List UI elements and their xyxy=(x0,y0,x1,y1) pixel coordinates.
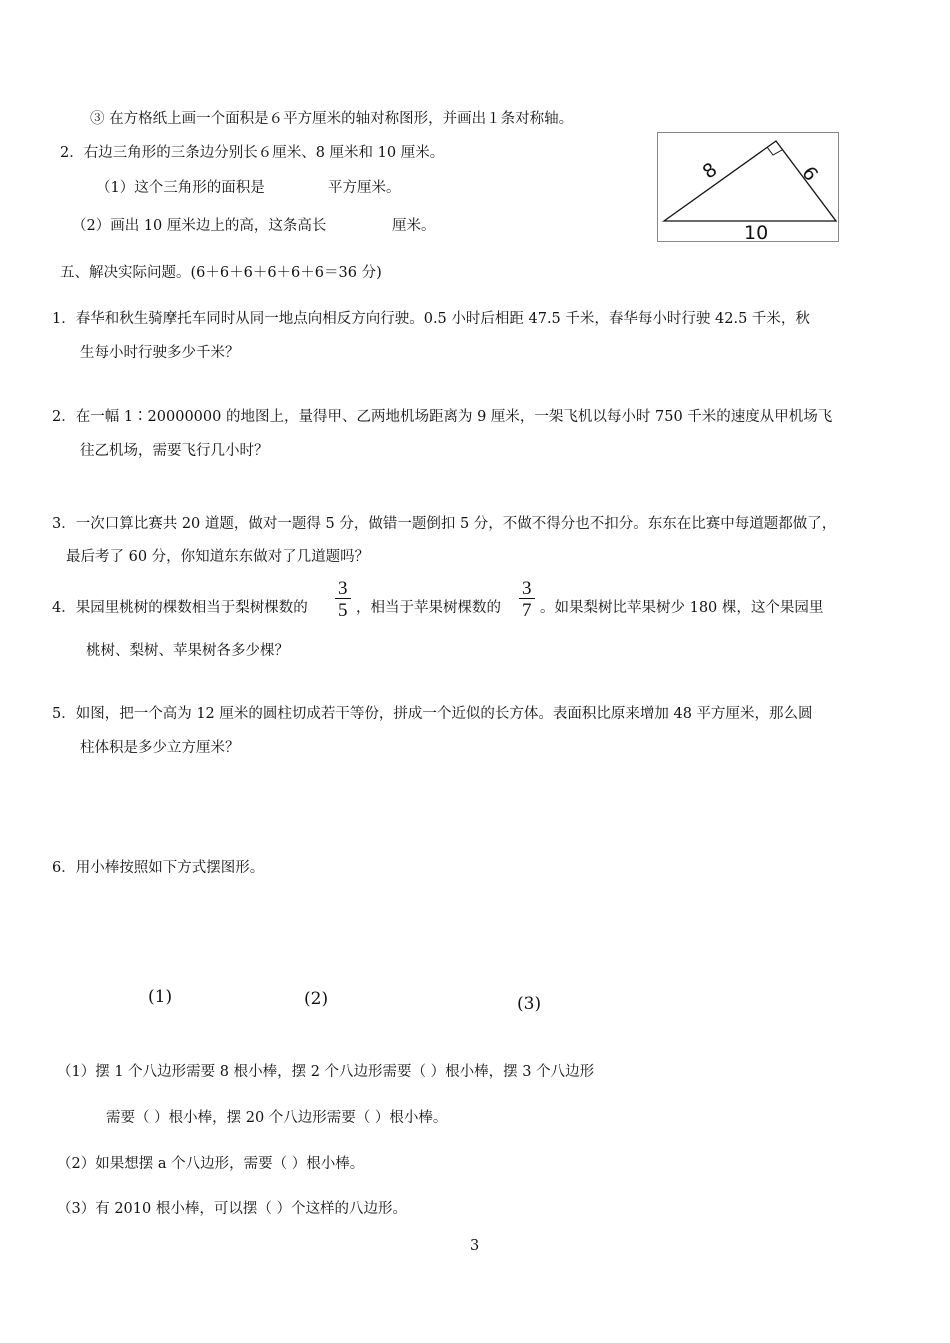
problem-1-line-2: 生每小时行驶多少千米？ xyxy=(80,345,240,361)
figure-label-1: (1) xyxy=(148,987,173,1007)
question-2-part-2-unit: 厘米。 xyxy=(392,218,436,234)
section-5-heading: 五、解决实际问题。(6＋6＋6＋6＋6＋6＝36 分) xyxy=(60,265,382,281)
problem-6-question-1-line-1: （1）摆 1 个八边形需要 8 根小棒，摆 2 个八边形需要（ ）根小棒，摆 3 个八边形 xyxy=(57,1064,595,1080)
triangle-side-right-label: 6 xyxy=(797,162,823,186)
problem-5-line-1: 5．如图，把一个高为 12 厘米的圆柱切成若干等份，拼成一个近似的长方体。表面积比原来增加 48 平方厘米，那么圆 xyxy=(52,706,813,722)
problem-6-question-3: （3）有 2010 根小棒，可以摆（ ）个这样的八边形。 xyxy=(57,1201,407,1217)
triangle-shape xyxy=(664,141,836,221)
problem-4-fraction-1 xyxy=(335,579,351,620)
fraction-1-numerator: 3 xyxy=(335,579,351,599)
question-2-part-1-text: （1）这个三角形的面积是 xyxy=(96,180,265,196)
problem-6-question-1-line-2: 需要（ ）根小棒，摆 20 个八边形需要（ ）根小棒。 xyxy=(106,1110,448,1126)
fraction-2-numerator: 3 xyxy=(519,579,535,599)
problem-3-line-1: 3．一次口算比赛共 20 道题，做对一题得 5 分，做错一题倒扣 5 分，不做不得分也不扣分。东东在比赛中每道题都做了， xyxy=(52,516,837,532)
figure-label-2: (2) xyxy=(304,989,329,1009)
figure-label-3: (3) xyxy=(517,994,542,1014)
problem-2-line-1: 2．在一幅 1∶20000000 的地图上，量得甲、乙两地机场距离为 9 厘米，一架飞机以每小时 750 千米的速度从甲机场飞 xyxy=(52,409,833,425)
problem-4-text-c: 。如果梨树比苹果树少 180 棵，这个果园里 xyxy=(540,600,824,616)
problem-4-text-b: ，相当于苹果树棵数的 xyxy=(356,600,501,616)
fraction-2-denominator: 7 xyxy=(522,600,532,621)
task-3-text: ③ 在方格纸上画一个面积是６平方厘米的轴对称图形，并画出１条对称轴。 xyxy=(90,111,574,127)
triangle-side-left-label: 8 xyxy=(698,158,722,184)
problem-4-text-a: 4．果园里桃树的棵数相当于梨树棵数的 xyxy=(52,600,308,616)
triangle-drawing xyxy=(658,133,838,241)
problem-4-fraction-2 xyxy=(519,579,535,620)
problem-4-line-2: 桃树、梨树、苹果树各多少棵？ xyxy=(86,643,289,659)
problem-3-line-2: 最后考了 60 分，你知道东东做对了几道题吗？ xyxy=(66,549,370,565)
triangle-figure xyxy=(657,132,839,242)
question-2-part-1-unit: 平方厘米。 xyxy=(328,180,401,196)
problem-1-line-1: 1．春华和秋生骑摩托车同时从同一地点向相反方向行驶。0.5 小时后相距 47.5 千米，春华每小时行驶 42.5 千米，秋 xyxy=(52,311,810,327)
fraction-1-denominator: 5 xyxy=(338,600,348,621)
problem-5-line-2: 柱体积是多少立方厘米？ xyxy=(80,740,240,756)
problem-6-question-2: （2）如果想摆 a 个八边形，需要（ ）根小棒。 xyxy=(57,1156,365,1172)
page-number: 3 xyxy=(470,1238,480,1254)
triangle-base-label: 10 xyxy=(744,222,769,241)
problem-2-line-2: 往乙机场，需要飞行几小时？ xyxy=(80,443,269,459)
problem-6-heading: 6．用小棒按照如下方式摆图形。 xyxy=(52,860,265,876)
question-2-part-2-text: （2）画出 10 厘米边上的高，这条高长 xyxy=(72,218,327,234)
question-2-intro: 2．右边三角形的三条边分别长６厘米、8 厘米和 10 厘米。 xyxy=(60,145,445,161)
right-angle-marker xyxy=(767,147,782,155)
